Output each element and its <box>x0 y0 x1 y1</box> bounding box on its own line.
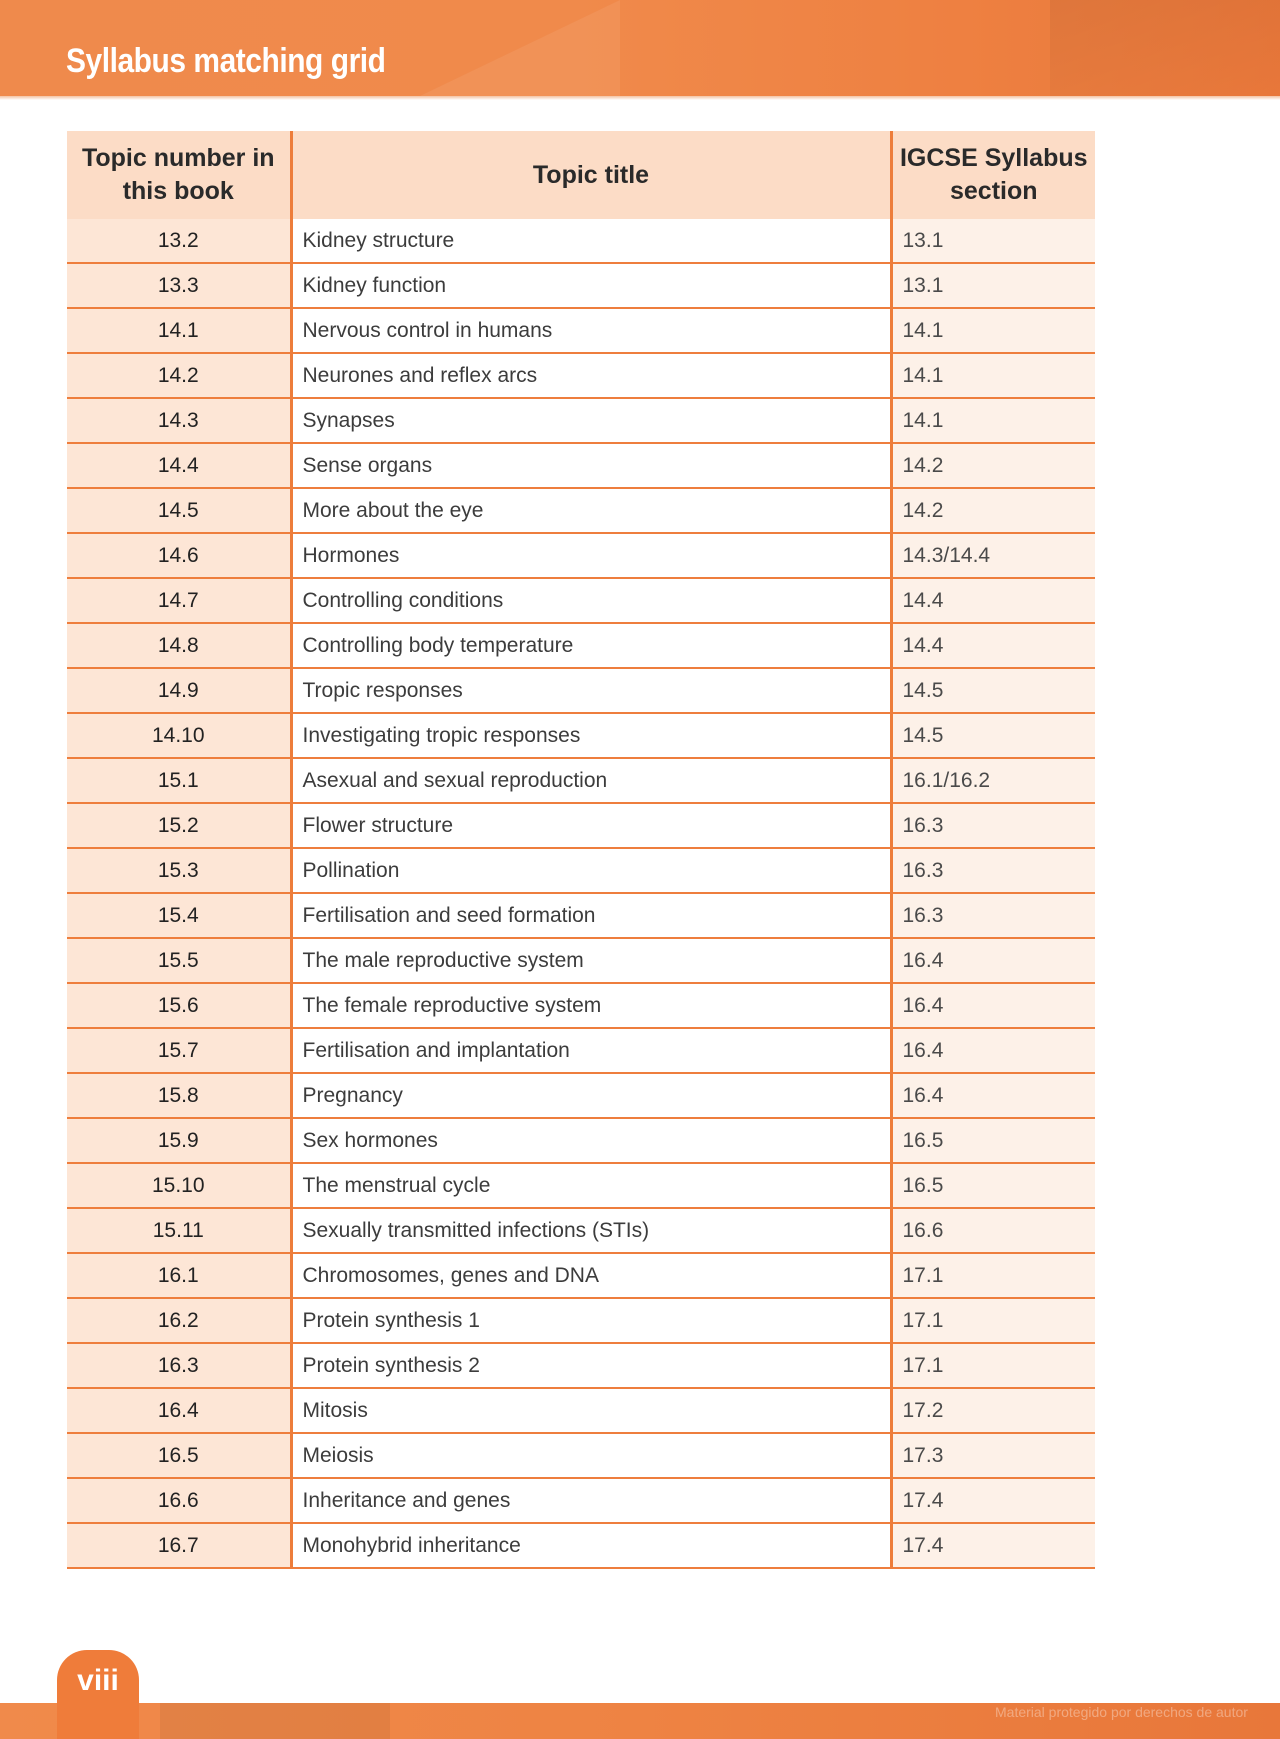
header-facet <box>1050 0 1280 96</box>
table-row <box>67 1478 1095 1523</box>
topic-title-cell: More about the eye <box>291 488 891 533</box>
table-row <box>67 713 1095 758</box>
table-row <box>67 893 1095 938</box>
topic-title-cell: Sexually transmitted infections (STIs) <box>291 1208 891 1253</box>
syllabus-section-cell: 16.5 <box>891 1163 1095 1208</box>
topic-title-cell: Neurones and reflex arcs <box>291 353 891 398</box>
copyright-watermark: Material protegido por derechos de autor <box>995 1704 1248 1720</box>
syllabus-section-cell: 16.4 <box>891 938 1095 983</box>
table-row <box>67 758 1095 803</box>
syllabus-section-cell: 17.3 <box>891 1433 1095 1478</box>
syllabus-section-cell: 14.4 <box>891 578 1095 623</box>
topic-number-cell: 15.2 <box>67 803 291 848</box>
topic-number-cell: 14.9 <box>67 668 291 713</box>
syllabus-section-cell: 14.5 <box>891 668 1095 713</box>
table-row <box>67 308 1095 353</box>
topic-number-cell: 14.8 <box>67 623 291 668</box>
topic-number-cell: 15.9 <box>67 1118 291 1163</box>
topic-number-cell: 13.2 <box>67 219 291 263</box>
syllabus-section-cell: 14.1 <box>891 398 1095 443</box>
topic-title-cell: Sense organs <box>291 443 891 488</box>
topic-number-cell: 14.4 <box>67 443 291 488</box>
topic-number-cell: 15.6 <box>67 983 291 1028</box>
topic-title-cell: The male reproductive system <box>291 938 891 983</box>
table-row <box>67 1253 1095 1298</box>
syllabus-section-cell: 14.1 <box>891 353 1095 398</box>
topic-title-cell: Kidney structure <box>291 219 891 263</box>
topic-title-cell: Chromosomes, genes and DNA <box>291 1253 891 1298</box>
column-header-topic-number: Topic number in this book <box>67 131 291 219</box>
topic-number-cell: 14.7 <box>67 578 291 623</box>
topic-title-cell: Investigating tropic responses <box>291 713 891 758</box>
syllabus-section-cell: 14.4 <box>891 623 1095 668</box>
page-number-tab <box>57 1650 139 1739</box>
syllabus-section-cell: 13.1 <box>891 263 1095 308</box>
topic-title-cell: Pollination <box>291 848 891 893</box>
syllabus-section-cell: 17.2 <box>891 1388 1095 1433</box>
topic-number-cell: 16.3 <box>67 1343 291 1388</box>
syllabus-section-cell: 14.2 <box>891 488 1095 533</box>
table-row <box>67 353 1095 398</box>
topic-number-cell: 15.10 <box>67 1163 291 1208</box>
topic-number-cell: 15.8 <box>67 1073 291 1118</box>
topic-number-cell: 13.3 <box>67 263 291 308</box>
syllabus-section-cell: 17.1 <box>891 1298 1095 1343</box>
table-row <box>67 1298 1095 1343</box>
topic-title-cell: Meiosis <box>291 1433 891 1478</box>
table-row <box>67 263 1095 308</box>
syllabus-section-cell: 16.1/16.2 <box>891 758 1095 803</box>
topic-title-cell: The female reproductive system <box>291 983 891 1028</box>
header-shadow <box>0 96 1280 100</box>
syllabus-section-cell: 16.4 <box>891 1028 1095 1073</box>
table-row <box>67 1163 1095 1208</box>
header-band <box>0 0 1280 96</box>
table-row <box>67 1073 1095 1118</box>
topic-title-cell: Protein synthesis 1 <box>291 1298 891 1343</box>
topic-number-cell: 15.5 <box>67 938 291 983</box>
table-row <box>67 848 1095 893</box>
topic-title-cell: Monohybrid inheritance <box>291 1523 891 1568</box>
page-title: Syllabus matching grid <box>66 42 386 80</box>
syllabus-section-cell: 17.4 <box>891 1478 1095 1523</box>
page-number: viii <box>77 1664 119 1697</box>
topic-number-cell: 15.1 <box>67 758 291 803</box>
topic-title-cell: Sex hormones <box>291 1118 891 1163</box>
table-row <box>67 1388 1095 1433</box>
syllabus-section-cell: 17.1 <box>891 1253 1095 1298</box>
topic-title-cell: Kidney function <box>291 263 891 308</box>
topic-title-cell: The menstrual cycle <box>291 1163 891 1208</box>
syllabus-section-cell: 16.3 <box>891 893 1095 938</box>
table-row <box>67 219 1095 263</box>
syllabus-section-cell: 16.6 <box>891 1208 1095 1253</box>
syllabus-section-cell: 16.3 <box>891 803 1095 848</box>
topic-title-cell: Pregnancy <box>291 1073 891 1118</box>
table-row <box>67 1118 1095 1163</box>
topic-title-cell: Protein synthesis 2 <box>291 1343 891 1388</box>
header-facet <box>420 0 620 96</box>
topic-title-cell: Controlling conditions <box>291 578 891 623</box>
topic-title-cell: Synapses <box>291 398 891 443</box>
topic-number-cell: 14.1 <box>67 308 291 353</box>
topic-title-cell: Tropic responses <box>291 668 891 713</box>
topic-title-cell: Flower structure <box>291 803 891 848</box>
syllabus-section-cell: 14.3/14.4 <box>891 533 1095 578</box>
table-header-row <box>67 131 1095 219</box>
column-header-syllabus-section: IGCSE Syllabus section <box>891 131 1095 219</box>
topic-number-cell: 14.5 <box>67 488 291 533</box>
topic-title-cell: Inheritance and genes <box>291 1478 891 1523</box>
topic-title-cell: Fertilisation and seed formation <box>291 893 891 938</box>
syllabus-section-cell: 17.1 <box>891 1343 1095 1388</box>
topic-number-cell: 16.2 <box>67 1298 291 1343</box>
table-row <box>67 1433 1095 1478</box>
syllabus-matching-table <box>67 131 1095 1569</box>
table-row <box>67 578 1095 623</box>
footer-facet <box>160 1703 390 1739</box>
topic-number-cell: 14.3 <box>67 398 291 443</box>
topic-title-cell: Nervous control in humans <box>291 308 891 353</box>
table-row <box>67 443 1095 488</box>
syllabus-section-cell: 13.1 <box>891 219 1095 263</box>
table-row <box>67 533 1095 578</box>
table-row <box>67 1208 1095 1253</box>
syllabus-section-cell: 16.3 <box>891 848 1095 893</box>
table-row <box>67 938 1095 983</box>
syllabus-section-cell: 17.4 <box>891 1523 1095 1568</box>
topic-number-cell: 14.10 <box>67 713 291 758</box>
table-row <box>67 803 1095 848</box>
syllabus-section-cell: 16.4 <box>891 983 1095 1028</box>
topic-number-cell: 14.2 <box>67 353 291 398</box>
topic-title-cell: Mitosis <box>291 1388 891 1433</box>
topic-title-cell: Controlling body temperature <box>291 623 891 668</box>
topic-title-cell: Fertilisation and implantation <box>291 1028 891 1073</box>
topic-number-cell: 15.7 <box>67 1028 291 1073</box>
topic-number-cell: 16.7 <box>67 1523 291 1568</box>
topic-number-cell: 16.1 <box>67 1253 291 1298</box>
table-row <box>67 983 1095 1028</box>
table-row <box>67 398 1095 443</box>
topic-number-cell: 16.6 <box>67 1478 291 1523</box>
table-row <box>67 623 1095 668</box>
table-row <box>67 1028 1095 1073</box>
syllabus-section-cell: 14.2 <box>891 443 1095 488</box>
column-header-topic-title: Topic title <box>291 131 891 219</box>
syllabus-section-cell: 16.5 <box>891 1118 1095 1163</box>
table-row <box>67 668 1095 713</box>
topic-number-cell: 15.11 <box>67 1208 291 1253</box>
topic-number-cell: 15.3 <box>67 848 291 893</box>
table-body <box>67 219 1095 1568</box>
topic-number-cell: 16.5 <box>67 1433 291 1478</box>
table-row <box>67 1343 1095 1388</box>
syllabus-section-cell: 16.4 <box>891 1073 1095 1118</box>
topic-number-cell: 14.6 <box>67 533 291 578</box>
table-row <box>67 1523 1095 1568</box>
syllabus-section-cell: 14.5 <box>891 713 1095 758</box>
topic-title-cell: Asexual and sexual reproduction <box>291 758 891 803</box>
syllabus-section-cell: 14.1 <box>891 308 1095 353</box>
table-row <box>67 488 1095 533</box>
topic-number-cell: 15.4 <box>67 893 291 938</box>
topic-title-cell: Hormones <box>291 533 891 578</box>
topic-number-cell: 16.4 <box>67 1388 291 1433</box>
